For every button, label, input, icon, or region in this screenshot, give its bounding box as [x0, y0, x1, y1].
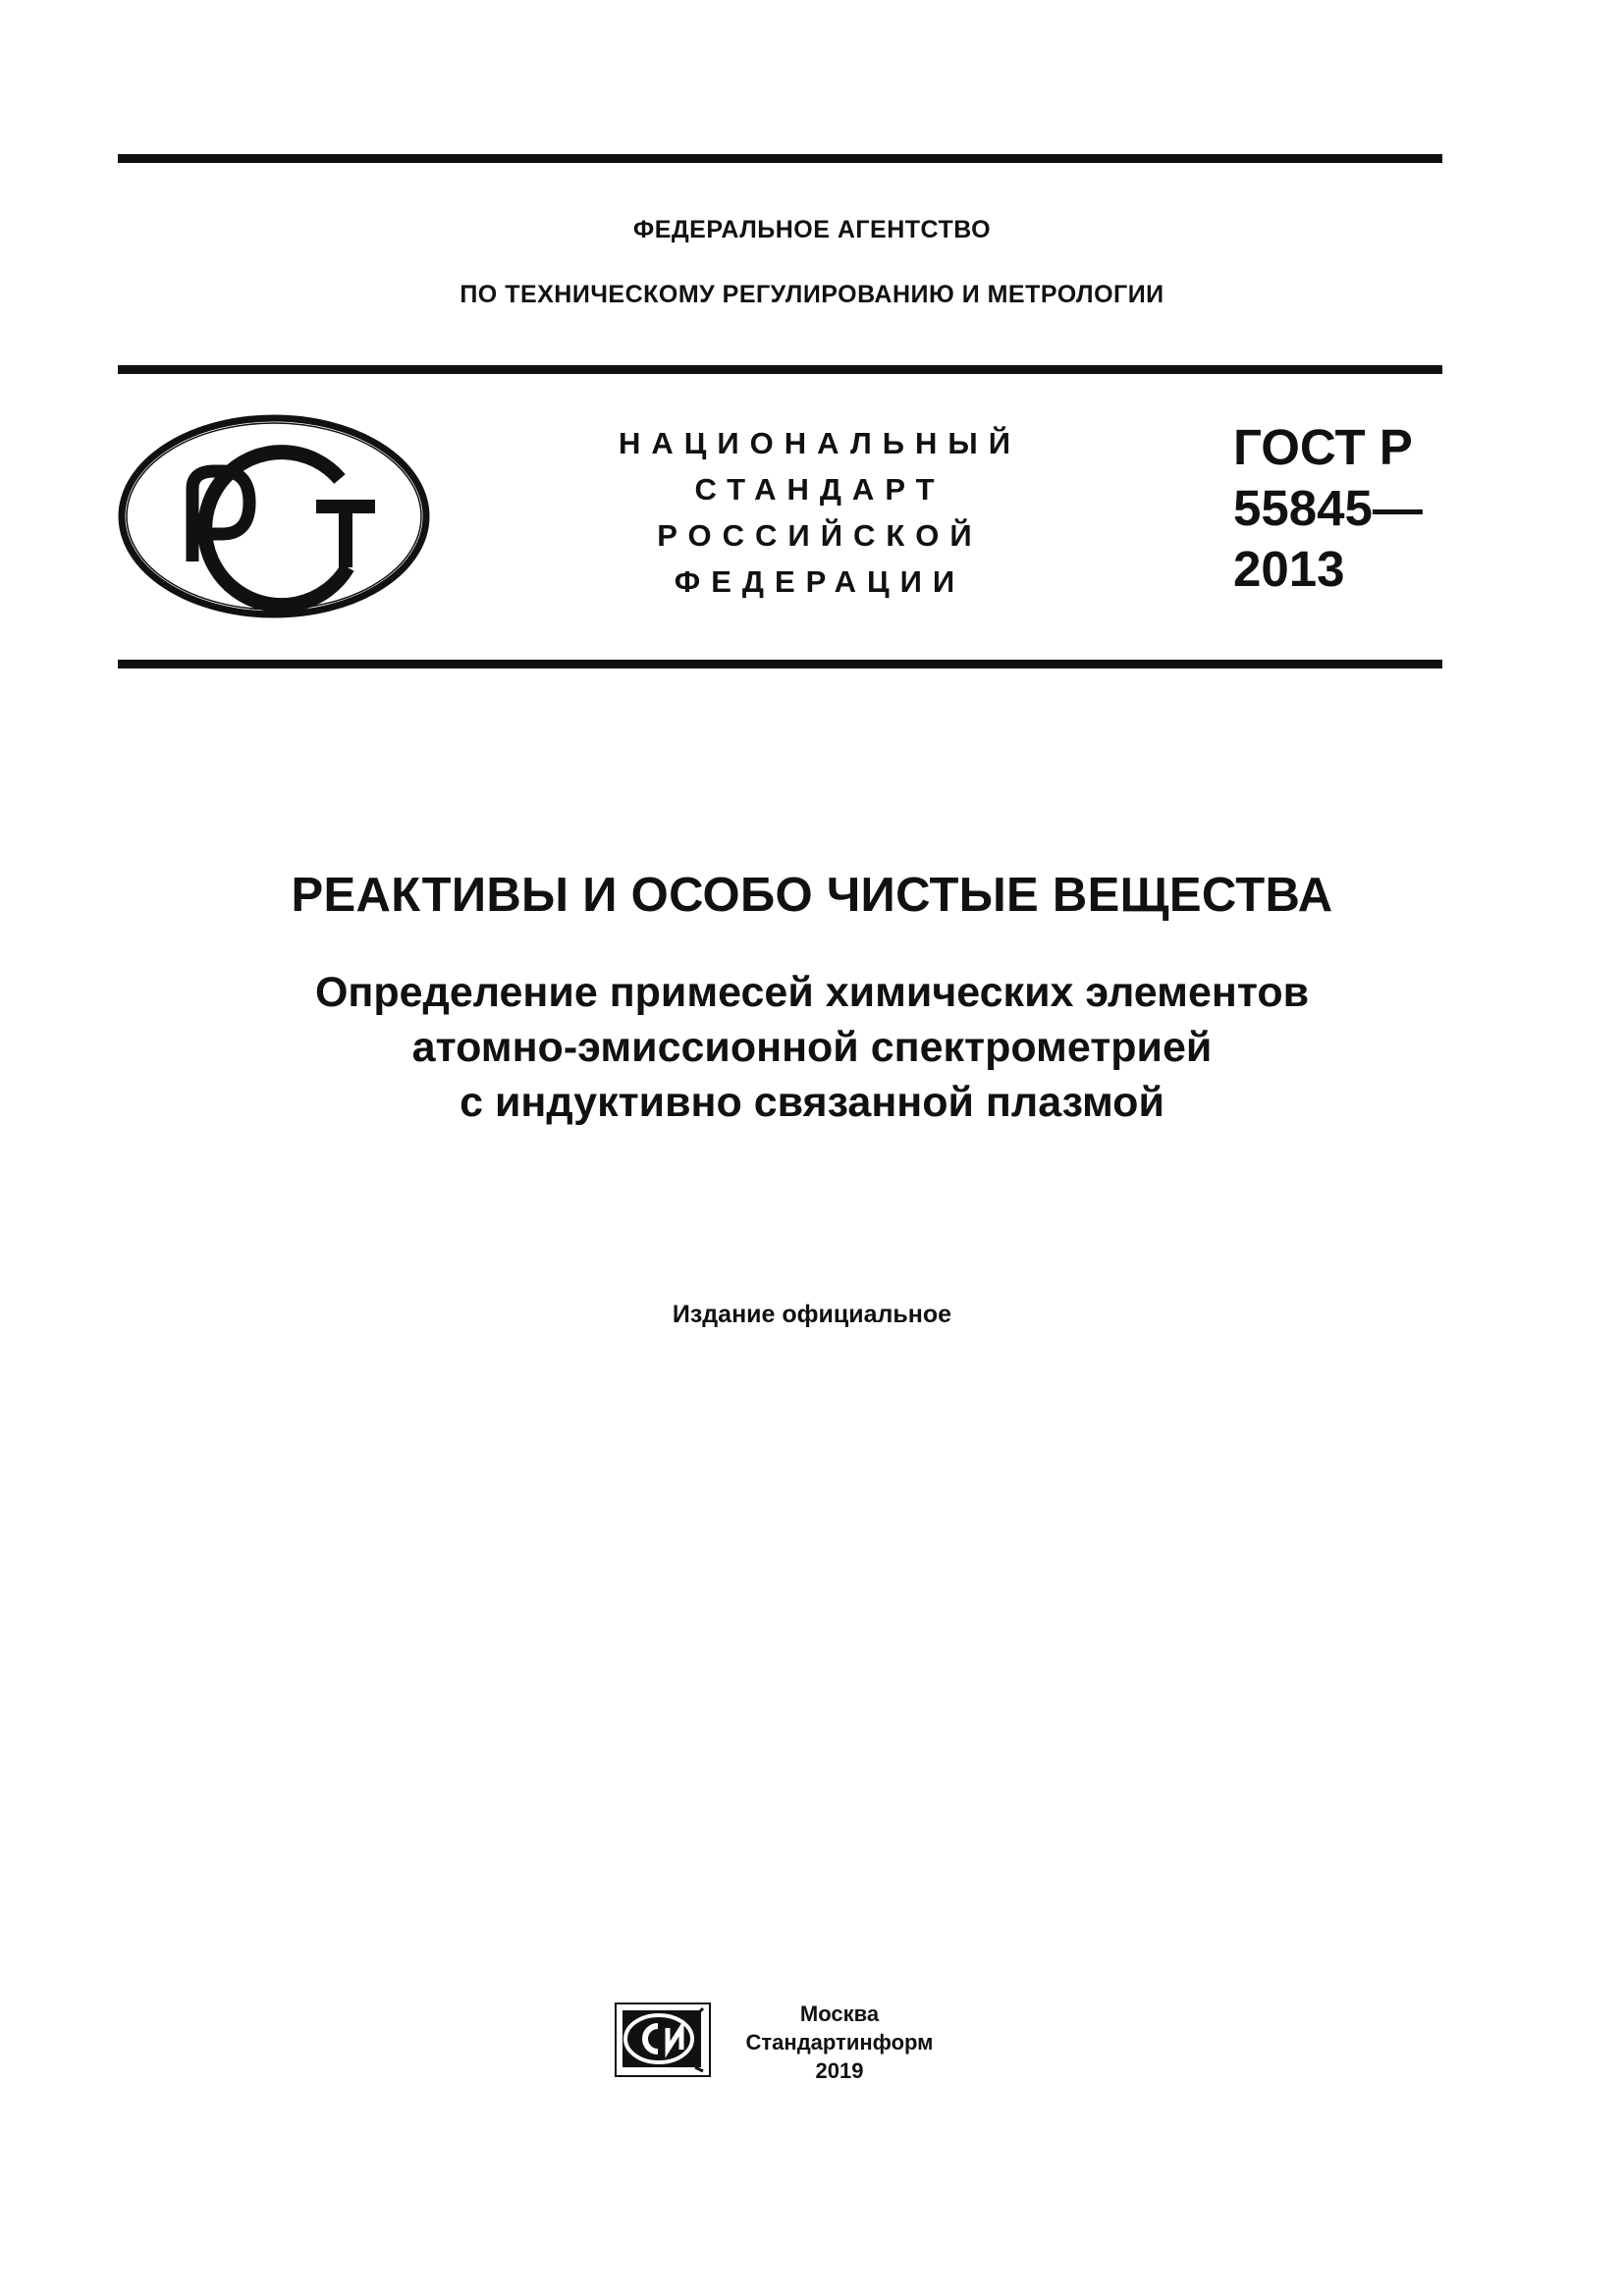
designation-line-3: 2013 [1233, 541, 1345, 597]
standartinform-emblem-icon [615, 2002, 711, 2077]
designation-line-2: 55845— [1233, 480, 1423, 536]
national-line-2: СТАНДАРТ [694, 472, 946, 507]
rst-emblem-icon [116, 412, 432, 620]
edition-label: Издание официальное [672, 1301, 952, 1328]
publication-year: 2019 [815, 2058, 864, 2083]
rst-emblem-logo [116, 412, 432, 620]
national-standard-label [589, 420, 1051, 605]
publisher-name: Стандартинформ [745, 2030, 934, 2055]
national-line-4: ФЕДЕРАЦИИ [674, 564, 966, 599]
subtitle-line-2: атомно-эмиссионной спектрометрией [411, 1024, 1213, 1071]
national-line-3: РОССИЙСКОЙ [657, 518, 983, 553]
agency-name-line-1: ФЕДЕРАЛЬНОЕ АГЕНТСТВО [632, 216, 992, 243]
publisher-imprint [727, 2000, 952, 2085]
header-divider-rule [118, 365, 1442, 374]
document-subtitle [0, 965, 1624, 1130]
national-line-1: НАЦИОНАЛЬНЫЙ [618, 426, 1022, 460]
document-title: РЕАКТИВЫ И ОСОБО ЧИСТЫЕ ВЕЩЕСТВА [291, 869, 1333, 922]
standard-designation [1233, 417, 1449, 600]
publisher-city: Москва [799, 2002, 880, 2026]
designation-line-1: ГОСТ Р [1233, 419, 1413, 475]
top-rule [118, 154, 1442, 163]
publisher-logo [615, 2002, 711, 2077]
subtitle-line-1: Определение примесей химических элементов [314, 969, 1310, 1016]
agency-name-line-2: ПО ТЕХНИЧЕСКОМУ РЕГУЛИРОВАНИЮ И МЕТРОЛОГИИ [460, 281, 1164, 308]
subtitle-line-3: с индуктивно связанной плазмой [460, 1079, 1164, 1126]
header-bottom-rule [118, 660, 1442, 668]
